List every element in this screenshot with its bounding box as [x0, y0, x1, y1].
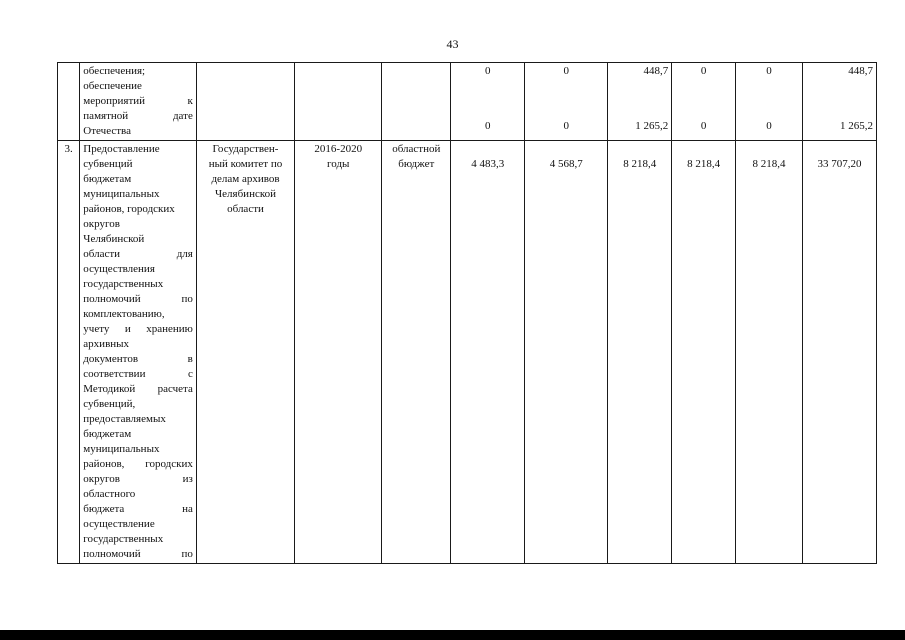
value-cell-2016 — [451, 141, 525, 564]
amount: 8 218,4 — [752, 158, 786, 170]
period-line: 2016-2020 — [314, 143, 363, 155]
value-top: 448,7 — [848, 65, 873, 77]
table-row — [58, 63, 877, 141]
value-top: 448,7 — [643, 65, 669, 77]
name-line: бюджета на — [83, 503, 193, 515]
amount: 33 707,20 — [817, 158, 862, 170]
source-line: областной — [392, 143, 441, 155]
value-cell-2018 — [608, 63, 672, 141]
name-line: осуществления — [83, 263, 155, 275]
value-bottom: 0 — [766, 120, 772, 132]
value-top: 0 — [700, 65, 707, 77]
scan-edge-bar — [0, 630, 905, 640]
value-bottom: 1 265,2 — [635, 120, 669, 132]
name-line: мероприятий к — [83, 95, 193, 107]
source-cell — [382, 141, 451, 564]
name-line: муниципальных — [83, 443, 160, 455]
amount: 8 218,4 — [623, 158, 657, 170]
name-line: областного — [83, 488, 136, 500]
executor-line: ный комитет по — [208, 158, 283, 170]
name-line: соответствии с — [83, 368, 193, 380]
name-line: районов, городских — [83, 458, 193, 470]
value-top: 0 — [484, 65, 491, 77]
name-line: обеспечение — [83, 80, 142, 92]
value-cell-2019 — [672, 141, 736, 564]
value-cell-2020 — [736, 141, 803, 564]
name-line: округов из — [83, 473, 193, 485]
row-number-cell — [58, 63, 80, 141]
table-row — [58, 141, 877, 564]
executor-line: Государствен- — [212, 143, 279, 155]
name-line: муниципальных — [83, 188, 160, 200]
executor-cell — [196, 141, 294, 564]
name-line: полномочий по — [83, 548, 193, 560]
value-top: 0 — [563, 65, 570, 77]
name-line: комплектованию, — [83, 308, 165, 320]
amount: 4 483,3 — [471, 158, 505, 170]
name-line: субвенций, — [83, 398, 136, 410]
value-cell-2017 — [525, 141, 608, 564]
value-bottom: 0 — [700, 120, 707, 132]
value-cell-2018 — [608, 141, 672, 564]
name-line: учету и хранению — [83, 323, 193, 335]
name-line: документов в — [83, 353, 193, 365]
period-cell — [295, 63, 382, 141]
row-number-cell: 3. — [58, 141, 80, 564]
amount: 8 218,4 — [687, 158, 721, 170]
value-bottom: 1 265,2 — [840, 120, 873, 132]
measure-name-cell — [80, 141, 197, 564]
value-cell-total — [802, 141, 876, 564]
amount: 4 568,7 — [549, 158, 583, 170]
value-cell-2017 — [525, 63, 608, 141]
name-line: бюджетам — [83, 428, 132, 440]
measure-name-cell — [80, 63, 197, 141]
source-line: бюджет — [398, 158, 435, 170]
name-line: области для — [83, 248, 193, 260]
name-line: субвенций — [83, 158, 133, 170]
name-line: государственных — [83, 533, 164, 545]
name-line: осуществление — [83, 518, 155, 530]
name-line: Методикой расчета — [83, 383, 193, 395]
name-line: предоставляемых — [83, 413, 166, 425]
period-line: годы — [327, 158, 350, 170]
period-cell — [295, 141, 382, 564]
name-line: районов, городских — [83, 203, 175, 215]
value-bottom: 0 — [484, 120, 491, 132]
value-top: 0 — [766, 65, 772, 77]
name-line: государственных — [83, 278, 164, 290]
name-line: Челябинской — [83, 233, 145, 245]
page-number: 43 — [446, 37, 459, 51]
value-cell-2016 — [451, 63, 525, 141]
value-bottom: 0 — [563, 120, 570, 132]
name-line: Предоставление — [83, 143, 160, 155]
value-cell-total — [802, 63, 876, 141]
source-cell — [382, 63, 451, 141]
executor-line: Челябинской — [215, 188, 277, 200]
name-line: памятной дате — [83, 110, 193, 122]
value-cell-2020 — [736, 63, 803, 141]
name-line: округов — [83, 218, 120, 230]
budget-table — [57, 62, 877, 564]
executor-line: делам архивов — [211, 173, 280, 185]
value-cell-2019 — [672, 63, 736, 141]
name-line: полномочий по — [83, 293, 193, 305]
name-line: Отечества — [83, 125, 131, 137]
executor-cell — [196, 63, 294, 141]
name-line: бюджетам — [83, 173, 132, 185]
name-line: архивных — [83, 338, 130, 350]
name-line: обеспечения; — [83, 65, 146, 77]
executor-line: области — [227, 203, 264, 215]
